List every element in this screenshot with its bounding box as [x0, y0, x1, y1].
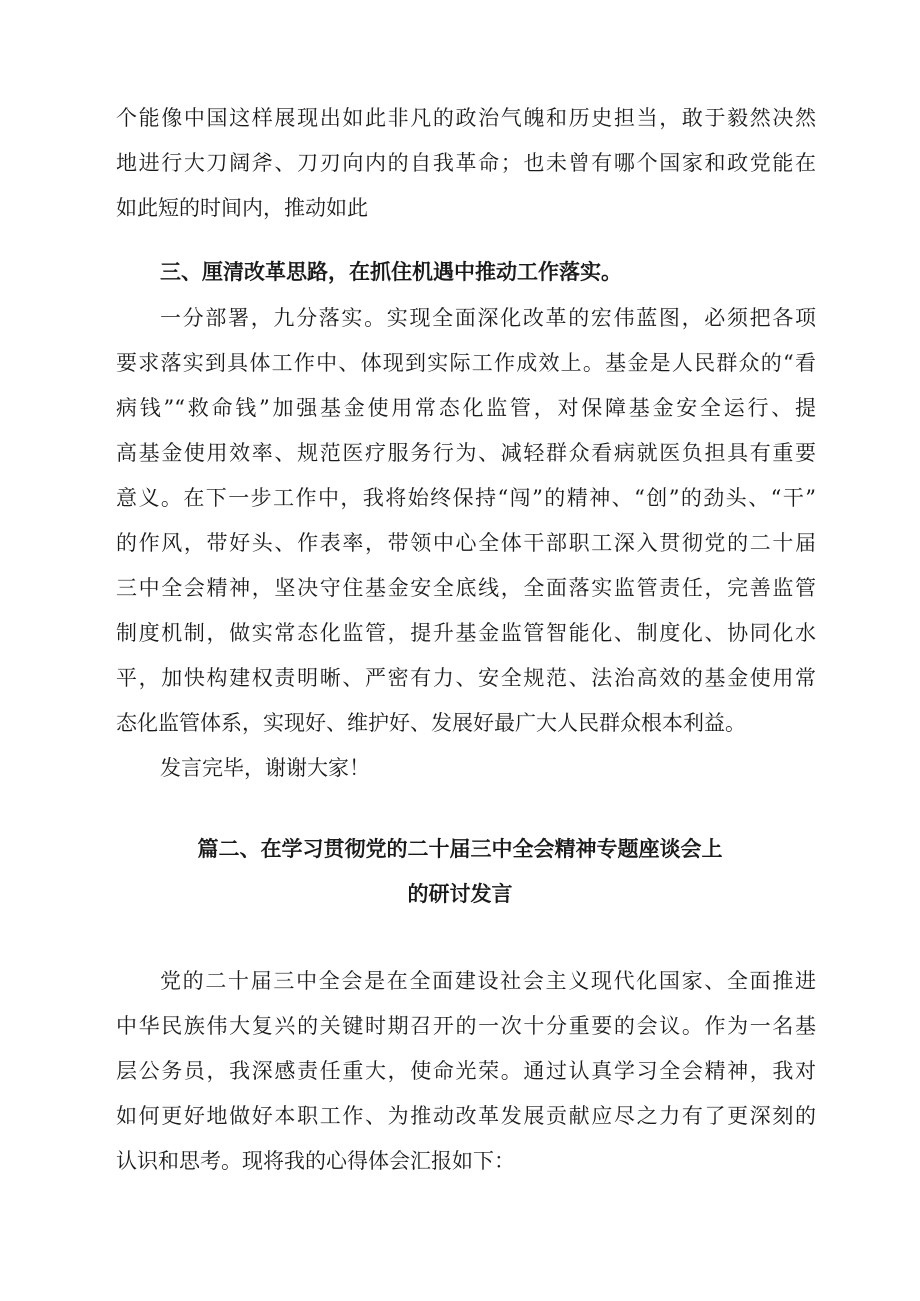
paragraph-line: 如此短的时间内，推动如此 — [116, 196, 368, 220]
paragraph-line: 中华民族伟大复兴的关键时期召开的一次十分重要的会议。作为一名基 — [116, 1014, 816, 1038]
paragraph-line: 党的二十届三中全会是在全面建设社会主义现代化国家、全面推进 — [160, 969, 816, 993]
paragraph-line: 态化监管体系，实现好、维护好、发展好最广大人民群众根本利益。 — [116, 711, 746, 735]
paragraph-line: 个能像中国这样展现出如此非凡的政治气魄和历史担当，敢于毅然决然 — [116, 106, 816, 130]
paragraph-line: 一分部署，九分落实。实现全面深化改革的宏伟蓝图，必须把各项 — [160, 306, 816, 330]
paragraph-line: 的作风，带好头、作表率，带领中心全体干部职工深入贯彻党的二十届 — [116, 531, 816, 555]
paragraph-line: 层公务员，我深感责任重大，使命光荣。通过认真学习全会精神，我对 — [116, 1059, 816, 1083]
paragraph-line: 如何更好地做好本职工作、为推动改革发展贡献应尽之力有了更深刻的 — [116, 1104, 816, 1128]
paragraph-line: 要求落实到具体工作中、体现到实际工作成效上。基金是人民群众的“看 — [116, 351, 816, 375]
paragraph-line: 制度机制，做实常态化监管，提升基金监管智能化、制度化、协同化水 — [116, 621, 816, 645]
paragraph-line: 平，加快构建权责明晰、严密有力、安全规范、法治高效的基金使用常 — [116, 666, 816, 690]
paragraph-line: 意义。在下一步工作中，我将始终保持“闯”的精神、“创”的劲头、“干” — [116, 486, 816, 510]
paragraph-line: 三中全会精神，坚决守住基金安全底线，全面落实监管责任，完善监管 — [116, 576, 816, 600]
section-heading: 三、厘清改革思路，在抓住机遇中推动工作落实。 — [160, 260, 622, 284]
article-title-line1: 篇二、在学习贯彻党的二十届三中全会精神专题座谈会上 — [197, 837, 723, 861]
paragraph-line: 认识和思考。现将我的心得体会汇报如下： — [116, 1149, 515, 1173]
closing-remark: 发言完毕，谢谢大家！ — [160, 756, 370, 780]
paragraph-line: 高基金使用效率、规范医疗服务行为、减轻群众看病就医负担具有重要 — [116, 441, 816, 465]
paragraph-line: 地进行大刀阔斧、刀刃向内的自我革命；也未曾有哪个国家和政党能在 — [116, 151, 816, 175]
article-title-line2: 的研讨发言 — [407, 882, 513, 906]
paragraph-line: 病钱”“救命钱”加强基金使用常态化监管，对保障基金安全运行、提 — [116, 396, 816, 420]
